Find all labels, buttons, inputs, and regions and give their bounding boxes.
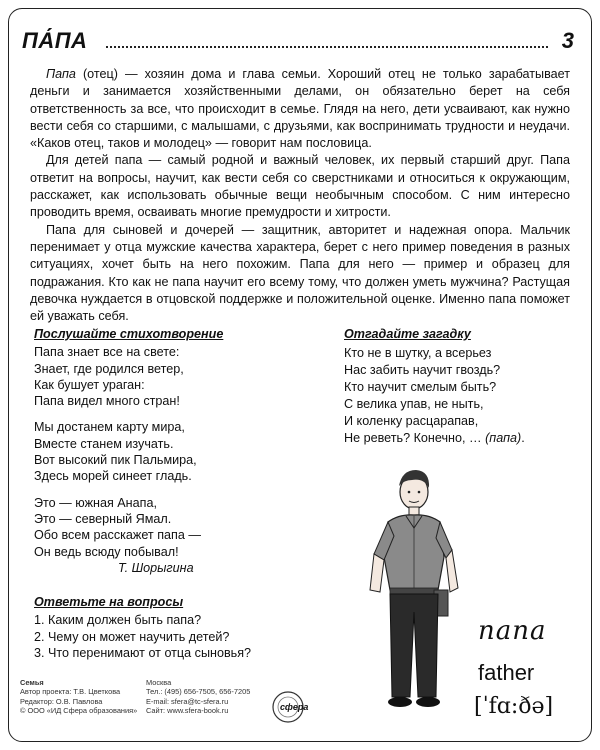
footer-line: Тел.: (495) 656-7505, 656-7205 bbox=[146, 687, 251, 697]
footer-right bbox=[146, 678, 276, 716]
father-illustration bbox=[354, 462, 474, 712]
riddle-last-prefix: Не реветь? Конечно, … bbox=[344, 431, 486, 445]
poem-line: Знает, где родился ветер, bbox=[34, 361, 184, 376]
poem-line: Здесь морей синеет гладь. bbox=[34, 469, 192, 484]
vocab-russian: папа bbox=[478, 616, 547, 646]
intro-p1-rest: (отец) — хозяин дома и глава семьи. Хороший отец не только зарабатывает деньги и занимается хозяйственными делами, он обязательно берет на себя ответственность за все, что происходит в семье. Глядя на него, дети усваивают, как нужно вести себя со старшими, с малышами, с друзьями, как воспринимать трудности и неудачи. «Каков отец, таков и молодец» — говорит нам пословица. bbox=[30, 67, 570, 151]
page-title: ПА́ПА bbox=[22, 28, 91, 54]
poem-stanza bbox=[34, 419, 324, 484]
poem-line: Обо всем расскажет папа — bbox=[34, 528, 201, 543]
poem-line: Вместе станем изучать. bbox=[34, 436, 174, 451]
riddle-line: С велика упав, не ныть, bbox=[344, 397, 484, 411]
riddle-line: И коленку расцарапав, bbox=[344, 414, 479, 428]
intro-paragraph bbox=[30, 66, 570, 152]
poem-author: Т. Шорыгина bbox=[118, 560, 194, 575]
riddle-answer: (папа) bbox=[485, 431, 522, 445]
logo-text: сфера bbox=[280, 702, 309, 712]
poem-line: Он ведь всюду побывал! bbox=[34, 544, 179, 559]
poem-stanza bbox=[34, 495, 324, 576]
left-column bbox=[34, 326, 324, 661]
right-column bbox=[344, 326, 584, 447]
page-number: 3 bbox=[561, 28, 574, 53]
poem-line: Вот высокий пик Пальмира, bbox=[34, 453, 197, 468]
header bbox=[22, 28, 574, 58]
footer-line: Сайт: www.sfera-book.ru bbox=[146, 706, 229, 716]
riddle-line: Кто научит смелым быть? bbox=[344, 380, 497, 394]
poem-line: Это — южная Анапа, bbox=[34, 495, 157, 510]
intro-paragraph: Папа для сыновей и дочерей — защитник, авторитет и надежная опора. Мальчик перенимает у отца мужские качества характера, берет с него пример поведения в разных ситуациях, хочет быть на него похожим. Папа для него — пример и образец для подражания. Кто как не папа научит его всему тому, что должен уметь мужчина? Растущая девочка нуждается в отцовской поддержке и положительной оценке. Именно папа поможет ей уважать себя. bbox=[30, 222, 570, 324]
vocab-english: father bbox=[478, 660, 535, 685]
intro-paragraph: Для детей папа — самый родной и важный человек, их первый старший друг. Папа ответит на вопросы, научит, как вести себя со сверстниками и относиться к окружающим, расскажет, как использовать обычные вещи необычным способом. С ним интересно проводить время, осваивать многие премудрости и хитрости. bbox=[30, 153, 570, 220]
intro-p1-start: Папа bbox=[46, 67, 76, 81]
question-item: 3. Что перенимают от отца сыновья? bbox=[34, 646, 252, 661]
title-leader-dots bbox=[106, 46, 548, 48]
footer-line: Москва bbox=[146, 678, 172, 687]
poem-line: Папа знает все на свете: bbox=[34, 345, 180, 360]
riddle-line: Нас забить научит гвоздь? bbox=[344, 363, 501, 377]
questions-heading: Ответьте на вопросы bbox=[34, 595, 184, 610]
poem-stanza bbox=[34, 344, 324, 409]
poem-heading: Послушайте стихотворение bbox=[34, 327, 224, 341]
poem-line: Мы достанем карту мира, bbox=[34, 420, 185, 435]
poem-line: Как бушует ураган: bbox=[34, 377, 145, 392]
footer-line: Автор проекта: Т.В. Цветкова bbox=[20, 687, 121, 697]
question-item: 2. Чему он может научить детей? bbox=[34, 629, 230, 644]
questions-block bbox=[34, 594, 324, 661]
poem-line: Папа видел много стран! bbox=[34, 394, 180, 409]
riddle-last-line bbox=[344, 430, 584, 447]
publisher-logo bbox=[268, 690, 328, 724]
riddle-line: Кто не в шутку, а всерьез bbox=[344, 346, 492, 360]
riddle-answer-suffix: . bbox=[521, 431, 525, 445]
vocab-transcription: [ˈfɑ:ðə] bbox=[474, 694, 554, 719]
intro-text bbox=[30, 66, 570, 325]
riddle-heading: Отгадайте загадку bbox=[344, 327, 471, 341]
poem-line: Это — северный Ямал. bbox=[34, 511, 172, 526]
question-item: 1. Каким должен быть папа? bbox=[34, 613, 202, 628]
footer-line: © ООО «ИД Сфера образования» bbox=[20, 706, 138, 716]
footer-line: E-mail: sfera@tc-sfera.ru bbox=[146, 696, 229, 706]
footer-line: Редактор: О.В. Павлова bbox=[20, 696, 103, 706]
footer-line: Семья bbox=[20, 678, 44, 687]
